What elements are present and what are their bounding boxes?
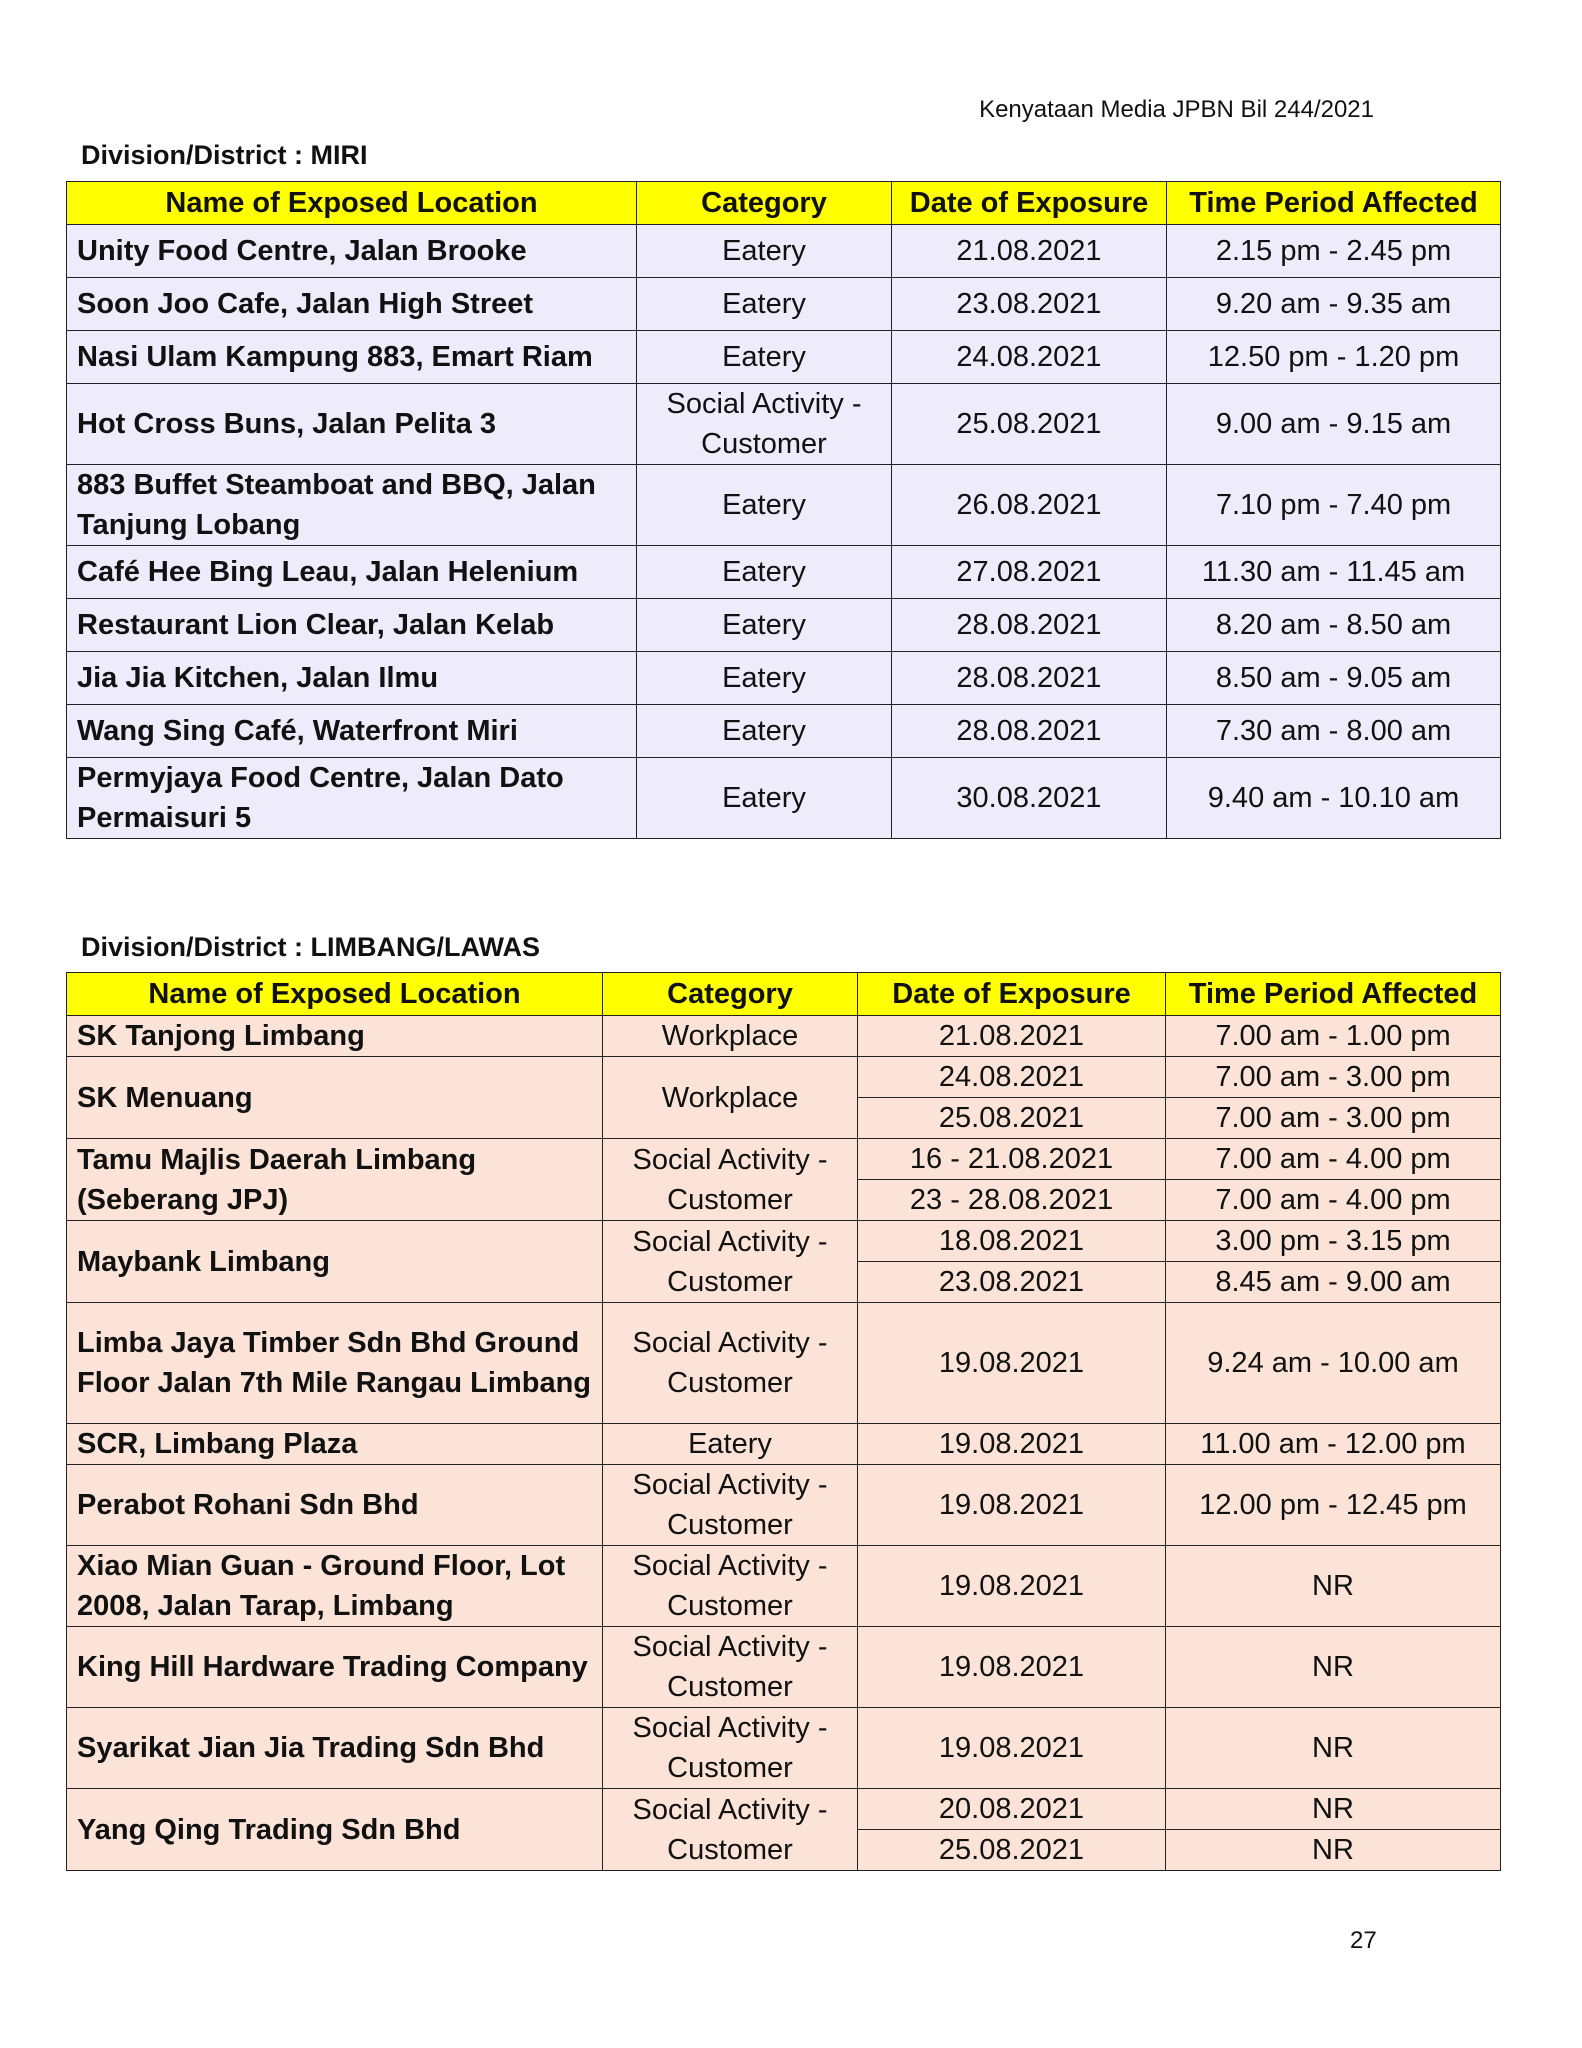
table-row bbox=[67, 331, 1501, 384]
location-cell: Wang Sing Café, Waterfront Miri bbox=[67, 705, 637, 758]
date-cell: 23.08.2021 bbox=[858, 1262, 1166, 1303]
location-cell: Jia Jia Kitchen, Jalan Ilmu bbox=[67, 652, 637, 705]
date-cell: 27.08.2021 bbox=[892, 546, 1167, 599]
table-row bbox=[67, 1627, 1501, 1708]
date-cell: 20.08.2021 bbox=[858, 1789, 1166, 1830]
date-cell: 19.08.2021 bbox=[858, 1546, 1166, 1627]
time-cell: 7.00 am - 1.00 pm bbox=[1166, 1016, 1501, 1057]
time-cell: 9.20 am - 9.35 am bbox=[1167, 278, 1501, 331]
table-header-row bbox=[67, 973, 1501, 1016]
location-cell: Syarikat Jian Jia Trading Sdn Bhd bbox=[67, 1708, 603, 1789]
date-cell: 18.08.2021 bbox=[858, 1221, 1166, 1262]
time-cell: NR bbox=[1166, 1627, 1501, 1708]
table-header-row bbox=[67, 182, 1501, 225]
time-cell: 8.45 am - 9.00 am bbox=[1166, 1262, 1501, 1303]
table-row bbox=[67, 1303, 1501, 1424]
time-cell: NR bbox=[1166, 1546, 1501, 1627]
limbang-lawas-exposure-table bbox=[66, 972, 1501, 1871]
table-row bbox=[67, 384, 1501, 465]
category-cell: Social Activity - Customer bbox=[603, 1546, 858, 1627]
table-row bbox=[67, 1708, 1501, 1789]
time-cell: 8.50 am - 9.05 am bbox=[1167, 652, 1501, 705]
location-cell: Nasi Ulam Kampung 883, Emart Riam bbox=[67, 331, 637, 384]
date-cell: 28.08.2021 bbox=[892, 599, 1167, 652]
category-cell: Social Activity - Customer bbox=[603, 1139, 858, 1221]
category-cell: Eatery bbox=[637, 705, 892, 758]
category-cell: Social Activity - Customer bbox=[603, 1465, 858, 1546]
category-cell: Eatery bbox=[603, 1424, 858, 1465]
category-cell: Eatery bbox=[637, 331, 892, 384]
time-cell: 8.20 am - 8.50 am bbox=[1167, 599, 1501, 652]
time-cell: 9.24 am - 10.00 am bbox=[1166, 1303, 1501, 1424]
location-cell: Tamu Majlis Daerah Limbang (Seberang JPJ) bbox=[67, 1139, 603, 1221]
location-cell: SK Tanjong Limbang bbox=[67, 1016, 603, 1057]
category-cell: Eatery bbox=[637, 278, 892, 331]
table-row bbox=[67, 1221, 1501, 1262]
column-header-category: Category bbox=[637, 182, 892, 225]
location-cell: Restaurant Lion Clear, Jalan Kelab bbox=[67, 599, 637, 652]
location-cell: Soon Joo Cafe, Jalan High Street bbox=[67, 278, 637, 331]
time-cell: 9.40 am - 10.10 am bbox=[1167, 758, 1501, 839]
time-cell: 3.00 pm - 3.15 pm bbox=[1166, 1221, 1501, 1262]
date-cell: 30.08.2021 bbox=[892, 758, 1167, 839]
date-cell: 19.08.2021 bbox=[858, 1465, 1166, 1546]
category-cell: Social Activity - Customer bbox=[603, 1303, 858, 1424]
location-cell: Xiao Mian Guan - Ground Floor, Lot 2008, Jalan Tarap, Limbang bbox=[67, 1546, 603, 1627]
location-cell: Unity Food Centre, Jalan Brooke bbox=[67, 225, 637, 278]
page-number: 27 bbox=[1350, 1927, 1377, 1954]
time-cell: 7.30 am - 8.00 am bbox=[1167, 705, 1501, 758]
category-cell: Eatery bbox=[637, 546, 892, 599]
location-cell: Hot Cross Buns, Jalan Pelita 3 bbox=[67, 384, 637, 465]
date-cell: 26.08.2021 bbox=[892, 465, 1167, 546]
time-cell: NR bbox=[1166, 1708, 1501, 1789]
table-row bbox=[67, 1139, 1501, 1180]
column-header-location: Name of Exposed Location bbox=[67, 182, 637, 225]
date-cell: 16 - 21.08.2021 bbox=[858, 1139, 1166, 1180]
column-header-date: Date of Exposure bbox=[892, 182, 1167, 225]
table-row bbox=[67, 1016, 1501, 1057]
category-cell: Social Activity - Customer bbox=[603, 1789, 858, 1871]
location-cell: Yang Qing Trading Sdn Bhd bbox=[67, 1789, 603, 1871]
column-header-date: Date of Exposure bbox=[858, 973, 1166, 1016]
document-reference: Kenyataan Media JPBN Bil 244/2021 bbox=[979, 96, 1374, 123]
time-cell: 2.15 pm - 2.45 pm bbox=[1167, 225, 1501, 278]
table-row bbox=[67, 1546, 1501, 1627]
table-row bbox=[67, 758, 1501, 839]
location-cell: 883 Buffet Steamboat and BBQ, Jalan Tanjung Lobang bbox=[67, 465, 637, 546]
date-cell: 19.08.2021 bbox=[858, 1303, 1166, 1424]
category-cell: Social Activity - Customer bbox=[603, 1708, 858, 1789]
date-cell: 21.08.2021 bbox=[858, 1016, 1166, 1057]
date-cell: 24.08.2021 bbox=[892, 331, 1167, 384]
table-row bbox=[67, 546, 1501, 599]
category-cell: Workplace bbox=[603, 1016, 858, 1057]
time-cell: 12.50 pm - 1.20 pm bbox=[1167, 331, 1501, 384]
date-cell: 19.08.2021 bbox=[858, 1627, 1166, 1708]
date-cell: 19.08.2021 bbox=[858, 1424, 1166, 1465]
date-cell: 28.08.2021 bbox=[892, 652, 1167, 705]
table-row bbox=[67, 705, 1501, 758]
time-cell: 11.00 am - 12.00 pm bbox=[1166, 1424, 1501, 1465]
location-cell: Café Hee Bing Leau, Jalan Helenium bbox=[67, 546, 637, 599]
category-cell: Eatery bbox=[637, 652, 892, 705]
category-cell: Eatery bbox=[637, 465, 892, 546]
time-cell: NR bbox=[1166, 1830, 1501, 1871]
category-cell: Workplace bbox=[603, 1057, 858, 1139]
miri-exposure-table bbox=[66, 181, 1501, 839]
date-cell: 23.08.2021 bbox=[892, 278, 1167, 331]
table-row bbox=[67, 1465, 1501, 1546]
table-row bbox=[67, 465, 1501, 546]
date-cell: 24.08.2021 bbox=[858, 1057, 1166, 1098]
date-cell: 28.08.2021 bbox=[892, 705, 1167, 758]
date-cell: 25.08.2021 bbox=[892, 384, 1167, 465]
column-header-time: Time Period Affected bbox=[1166, 973, 1501, 1016]
table-row bbox=[67, 225, 1501, 278]
date-cell: 21.08.2021 bbox=[892, 225, 1167, 278]
column-header-category: Category bbox=[603, 973, 858, 1016]
location-cell: SK Menuang bbox=[67, 1057, 603, 1139]
category-cell: Eatery bbox=[637, 599, 892, 652]
time-cell: 7.00 am - 4.00 pm bbox=[1166, 1139, 1501, 1180]
date-cell: 25.08.2021 bbox=[858, 1098, 1166, 1139]
category-cell: Social Activity - Customer bbox=[603, 1627, 858, 1708]
date-cell: 19.08.2021 bbox=[858, 1708, 1166, 1789]
location-cell: SCR, Limbang Plaza bbox=[67, 1424, 603, 1465]
category-cell: Eatery bbox=[637, 225, 892, 278]
time-cell: 7.10 pm - 7.40 pm bbox=[1167, 465, 1501, 546]
time-cell: NR bbox=[1166, 1789, 1501, 1830]
time-cell: 7.00 am - 3.00 pm bbox=[1166, 1057, 1501, 1098]
table-row bbox=[67, 652, 1501, 705]
date-cell: 23 - 28.08.2021 bbox=[858, 1180, 1166, 1221]
location-cell: Limba Jaya Timber Sdn Bhd Ground Floor Jalan 7th Mile Rangau Limbang bbox=[67, 1303, 603, 1424]
section-title-limbang-lawas: Division/District : LIMBANG/LAWAS bbox=[81, 932, 541, 962]
table-row bbox=[67, 1789, 1501, 1830]
date-cell: 25.08.2021 bbox=[858, 1830, 1166, 1871]
category-cell: Social Activity - Customer bbox=[603, 1221, 858, 1303]
time-cell: 7.00 am - 4.00 pm bbox=[1166, 1180, 1501, 1221]
time-cell: 12.00 pm - 12.45 pm bbox=[1166, 1465, 1501, 1546]
column-header-time: Time Period Affected bbox=[1167, 182, 1501, 225]
time-cell: 9.00 am - 9.15 am bbox=[1167, 384, 1501, 465]
table-row bbox=[67, 599, 1501, 652]
column-header-location: Name of Exposed Location bbox=[67, 973, 603, 1016]
location-cell: King Hill Hardware Trading Company bbox=[67, 1627, 603, 1708]
location-cell: Perabot Rohani Sdn Bhd bbox=[67, 1465, 603, 1546]
table-row bbox=[67, 1424, 1501, 1465]
category-cell: Social Activity - Customer bbox=[637, 384, 892, 465]
section-title-miri: Division/District : MIRI bbox=[81, 140, 368, 170]
category-cell: Eatery bbox=[637, 758, 892, 839]
table-row bbox=[67, 278, 1501, 331]
table-row bbox=[67, 1057, 1501, 1098]
location-cell: Permyjaya Food Centre, Jalan Dato Permaisuri 5 bbox=[67, 758, 637, 839]
time-cell: 7.00 am - 3.00 pm bbox=[1166, 1098, 1501, 1139]
location-cell: Maybank Limbang bbox=[67, 1221, 603, 1303]
time-cell: 11.30 am - 11.45 am bbox=[1167, 546, 1501, 599]
